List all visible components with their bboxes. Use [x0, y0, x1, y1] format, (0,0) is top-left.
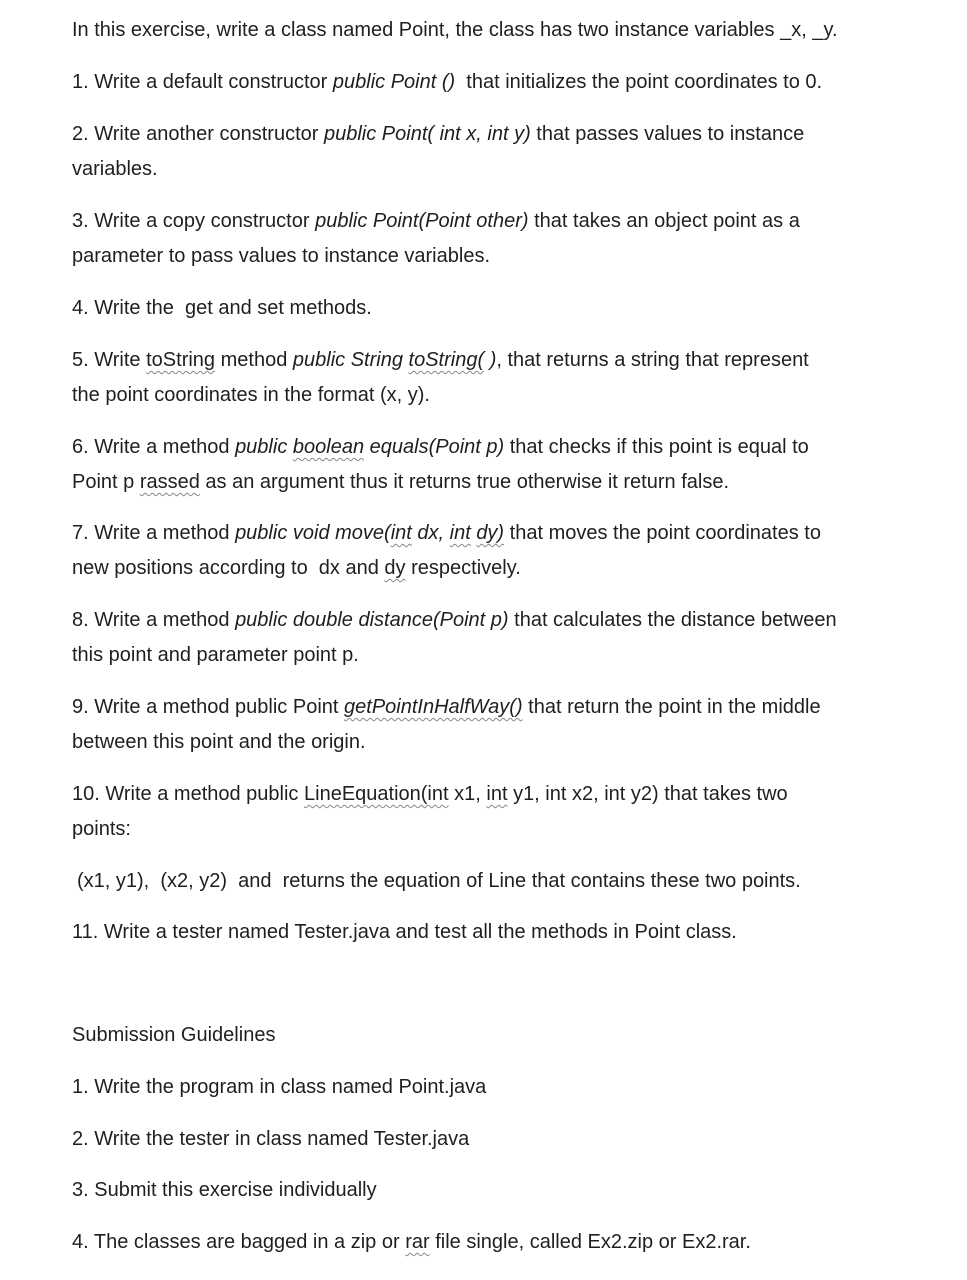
item-2-continuation: variables.	[72, 158, 158, 180]
item-8-signature: public double distance(Point p)	[235, 609, 509, 631]
submission-item-3: 3. Submit this exercise individually	[72, 1179, 377, 1201]
item-1: 1. Write a default constructor public Point () that initializes the point coordinates to 0.	[72, 71, 823, 93]
item-3-signature: public Point(Point other)	[315, 210, 529, 232]
submission-item-2: 2. Write the tester in class named Tester.java	[72, 1128, 470, 1150]
item-3-continuation: parameter to pass values to instance variables.	[72, 245, 490, 267]
item-6: 6. Write a method public boolean equals(Point p) that checks if this point is equal to	[72, 436, 809, 458]
item-7: 7. Write a method public void move(int dx, int dy) that moves the point coordinates to	[72, 522, 821, 544]
item-9-continuation: between this point and the origin.	[72, 731, 366, 753]
item-10: 10. Write a method public LineEquation(int x1, int y1, int x2, int y2) that takes two	[72, 783, 788, 805]
submission-heading: Submission Guidelines	[72, 1024, 276, 1046]
item-4: 4. Write the get and set methods.	[72, 297, 372, 319]
item-8-continuation: this point and parameter point p.	[72, 644, 359, 666]
item-11: 11. Write a tester named Tester.java and test all the methods in Point class.	[72, 921, 737, 943]
item-8: 8. Write a method public double distance(Point p) that calculates the distance between	[72, 609, 837, 631]
item-2-signature: public Point( int x, int y)	[323, 123, 531, 145]
item-3: 3. Write a copy constructor public Point(Point other) that takes an object point as a	[72, 210, 800, 232]
item-7-continuation: new positions according to dx and dy respectively.	[72, 557, 521, 579]
item-2: 2. Write another constructor public Point( int x, int y) that passes values to instance	[72, 123, 805, 145]
item-10-continuation: points:	[72, 818, 131, 840]
item-6-continuation: Point p rassed as an argument thus it returns true otherwise it return false.	[72, 471, 730, 493]
submission-item-4: 4. The classes are bagged in a zip or rar file single, called Ex2.zip or Ex2.rar.	[72, 1231, 751, 1253]
item-9: 9. Write a method public Point getPointInHalfWay() that return the point in the middle	[72, 696, 821, 718]
item-1-signature: public Point ()	[332, 71, 456, 93]
intro-text: In this exercise, write a class named Point, the class has two instance variables _x, _y.	[72, 19, 838, 41]
item-5-continuation: the point coordinates in the format (x, y).	[72, 384, 430, 406]
item-10-points: (x1, y1), (x2, y2) and returns the equation of Line that contains these two points.	[77, 870, 801, 892]
item-5: 5. Write toString method public String toString( ), that returns a string that represent	[72, 349, 809, 371]
submission-item-1: 1. Write the program in class named Point.java	[72, 1076, 487, 1098]
